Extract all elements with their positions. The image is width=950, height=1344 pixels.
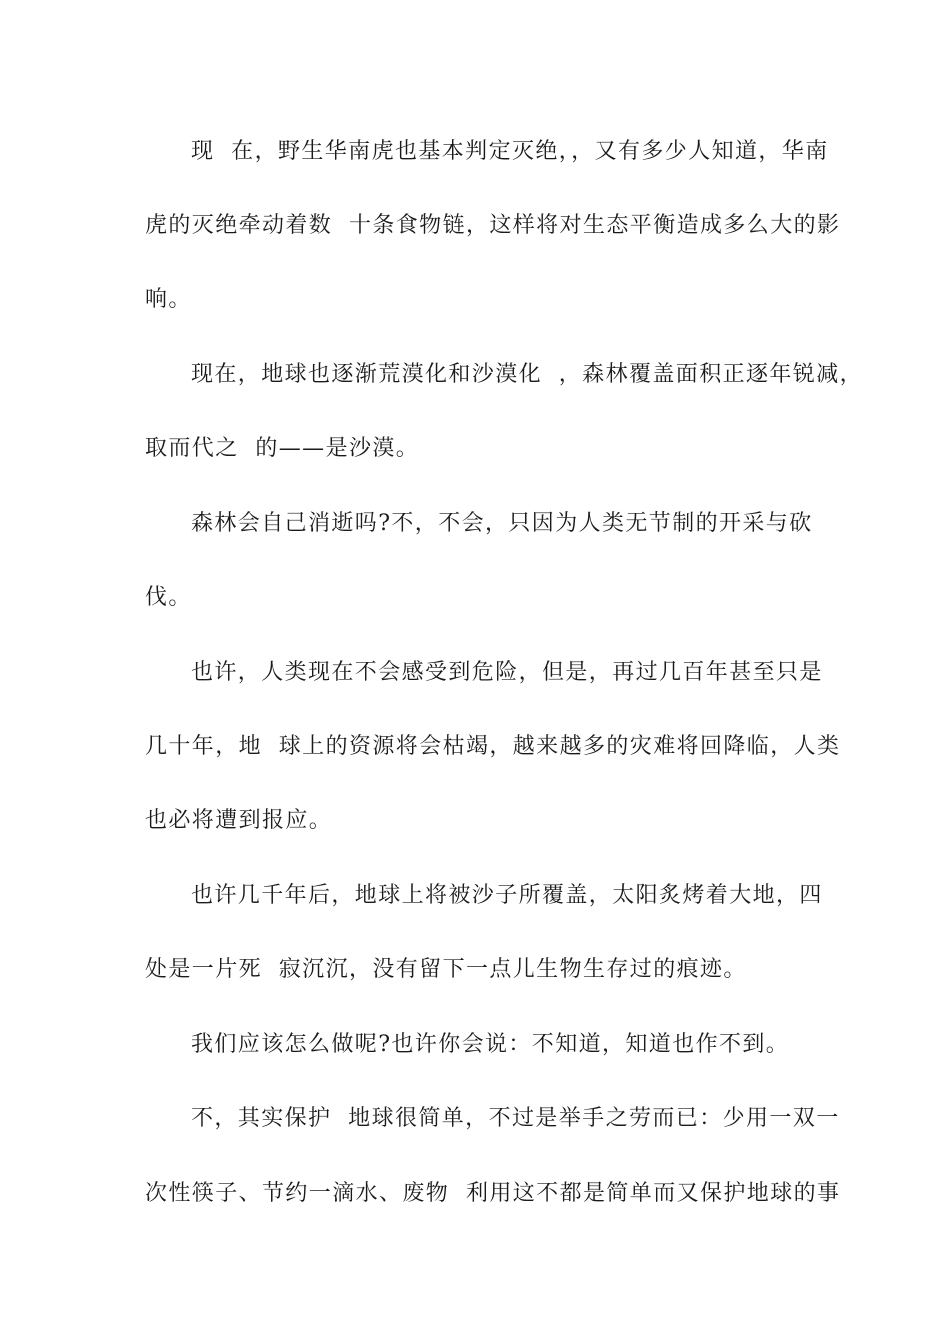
paragraph-3-line-1: 森林会自己消逝吗?不，不会，只因为人类无节制的开采与砍 — [191, 511, 813, 536]
paragraph-1-line-2: 虎的灭绝牵动着数 十条食物链，这样将对生态平衡造成多么大的影 — [145, 213, 841, 238]
paragraph-6-line-1: 我们应该怎么做呢?也许你会说：不知道，知道也作不到。 — [191, 1032, 790, 1057]
paragraph-4-line-3: 也必将遭到报应。 — [145, 808, 333, 833]
paragraph-4-line-1: 也许，人类现在不会感受到危险，但是，再过几百年甚至只是 — [191, 660, 823, 685]
paragraph-1-line-1: 现 在，野生华南虎也基本判定灭绝，，又有多少人知道，华南 — [191, 139, 829, 164]
paragraph-5-line-2: 处是一片死 寂沉沉，没有留下一点儿生物生存过的痕迹。 — [145, 957, 747, 982]
paragraph-2-line-2: 取而代之 的——是沙漠。 — [145, 436, 420, 461]
paragraph-1-line-3: 响。 — [145, 287, 192, 312]
paragraph-2-line-1: 现在，地球也逐渐荒漠化和沙漠化 ，森林覆盖面积正逐年锐减， — [191, 362, 863, 387]
paragraph-3-line-2: 伐。 — [145, 585, 192, 610]
paragraph-4-line-2: 几十年，地 球上的资源将会枯竭，越来越多的灾难将回降临，人类 — [145, 734, 841, 759]
paragraph-7-line-1: 不，其实保护 地球很简单，不过是举手之劳而已：少用一双一 — [191, 1106, 840, 1131]
paragraph-5-line-1: 也许几千年后，地球上将被沙子所覆盖，太阳炙烤着大地，四 — [191, 883, 823, 908]
paragraph-7-line-2: 次性筷子、节约一滴水、废物 利用这不都是简单而又保护地球的事 — [145, 1181, 841, 1206]
